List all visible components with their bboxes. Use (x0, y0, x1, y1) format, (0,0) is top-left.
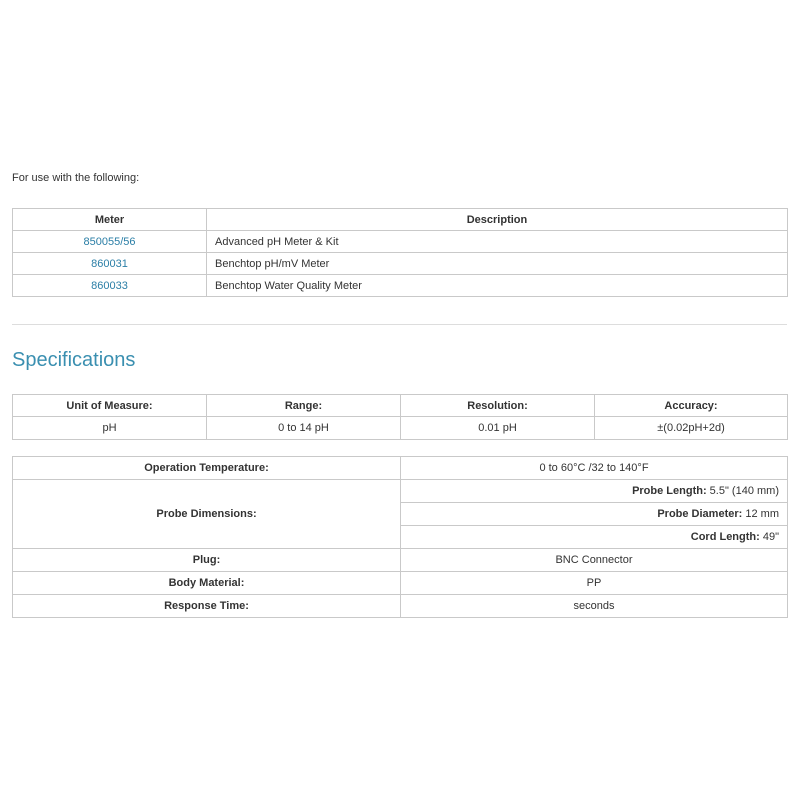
measure-specs-table (12, 394, 788, 440)
meter-link-850055-56[interactable]: 850055/56 (13, 231, 207, 253)
range-value: 0 to 14 pH (207, 417, 401, 440)
table-row (13, 572, 788, 595)
table-header-row (13, 395, 788, 417)
detail-specs-table (12, 456, 788, 618)
table-row (13, 275, 788, 297)
meter-link-860031[interactable]: 860031 (13, 253, 207, 275)
meters-table (12, 208, 788, 297)
table-header-row (13, 209, 788, 231)
meter-description: Benchtop Water Quality Meter (207, 275, 788, 297)
table-row (13, 417, 788, 440)
section-divider (12, 324, 787, 325)
probe-length-cell (401, 480, 788, 503)
unit-of-measure-header: Unit of Measure: (13, 395, 207, 417)
operation-temperature-label: Operation Temperature: (13, 457, 401, 480)
table-row (13, 549, 788, 572)
meter-description: Benchtop pH/mV Meter (207, 253, 788, 275)
cord-length-cell (401, 526, 788, 549)
meter-description: Advanced pH Meter & Kit (207, 231, 788, 253)
resolution-header: Resolution: (401, 395, 595, 417)
body-material-value: PP (401, 572, 788, 595)
accuracy-value: ±(0.02pH+2d) (595, 417, 788, 440)
table-row (13, 595, 788, 618)
body-material-label: Body Material: (13, 572, 401, 595)
response-time-label: Response Time: (13, 595, 401, 618)
unit-of-measure-value: pH (13, 417, 207, 440)
table-row (13, 231, 788, 253)
resolution-value: 0.01 pH (401, 417, 595, 440)
range-header: Range: (207, 395, 401, 417)
probe-diameter-label: Probe Diameter: (657, 508, 743, 520)
response-time-value: seconds (401, 595, 788, 618)
cord-length-label: Cord Length: (690, 531, 760, 543)
meter-column-header: Meter (13, 209, 207, 231)
plug-value: BNC Connector (401, 549, 788, 572)
operation-temperature-value: 0 to 60°C /32 to 140°F (401, 457, 788, 480)
specifications-heading: Specifications (12, 349, 136, 371)
probe-diameter-value: 12 mm (742, 508, 779, 520)
accuracy-header: Accuracy: (595, 395, 788, 417)
table-row (13, 457, 788, 480)
intro-text: For use with the following: (12, 172, 140, 184)
probe-length-value: 5.5" (140 mm) (706, 485, 779, 497)
probe-length-label: Probe Length: (632, 485, 707, 497)
description-column-header: Description (207, 209, 788, 231)
probe-dimensions-label: Probe Dimensions: (13, 480, 401, 549)
table-row (13, 480, 788, 503)
cord-length-value: 49" (759, 531, 779, 543)
plug-label: Plug: (13, 549, 401, 572)
meter-link-860033[interactable]: 860033 (13, 275, 207, 297)
table-row (13, 253, 788, 275)
probe-diameter-cell (401, 503, 788, 526)
